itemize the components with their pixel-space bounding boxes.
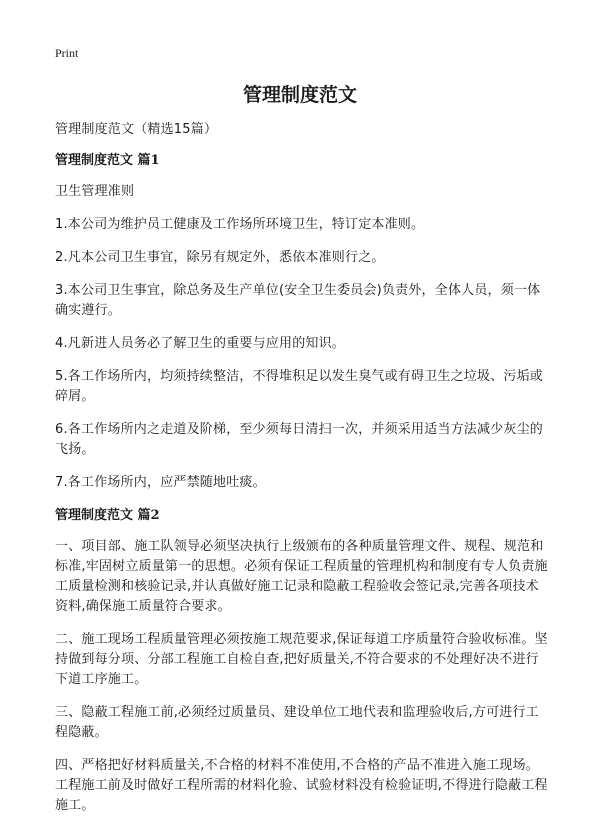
paragraph: 三、隐蔽工程施工前,必须经过质量员、建设单位工地代表和监理验收后,方可进行工程隐蔽。 (55, 705, 539, 740)
paragraph: 四、严格把好材料质量关,不合格的材料不准使用,不合格的产品不准进入施工现场。工程施工前及时做好工程所需的材料化验、试验材料没有检验证明,不得进行隐蔽工程施工。 (55, 758, 548, 813)
paragraph: 3.本公司卫生事宜，除总务及生产单位(安全卫生委员会)负责外，全体人员，须一体确实遵行。 (55, 283, 541, 318)
section-1 (55, 151, 550, 493)
page-title: 管理制度范文 (242, 84, 357, 106)
paragraph: 7.各工作场所内，应严禁随地吐痰。 (55, 475, 266, 490)
paragraph: 6.各工作场所内之走道及阶梯，至少须每日清扫一次，并须采用适当方法减少灰尘的飞扬。 (55, 422, 544, 457)
paragraph: 一、项目部、施工队领导必须坚决执行上级颁布的各种质量管理文件、规程、规范和标准,牢固树立质量第一的思想。必须有保证工程质量的管理机构和制度有专人负责施工质量检测和核验记录,并认真做好施工记录和隐蔽工程验收会签记录,完善各项技术资料,确保施工质量符合要求。 (55, 539, 548, 614)
paragraph: 二、施工现场工程质量管理必须按施工规范要求,保证每道工序质量符合验收标准。坚持做到每分项、分部工程施工自检自查,把好质量关,不符合要求的不处理好决不进行下道工序施工。 (55, 632, 548, 687)
paragraph: 1.本公司为维护员工健康及工作场所环境卫生，特订定本准则。 (55, 217, 425, 232)
section-heading: 管理制度范文 篇2 (55, 508, 160, 523)
section-subtitle: 卫生管理准则 (55, 184, 135, 199)
paragraph: 5.各工作场所内，均须持续整洁，不得堆积足以发生臭气或有碍卫生之垃圾、污垢或碎屑。 (55, 369, 544, 404)
paragraph: 2.凡本公司卫生事宜，除另有规定外，悉依本准则行之。 (55, 250, 385, 265)
article-intro: 管理制度范文（精选15篇） (55, 122, 218, 137)
print-link[interactable]: Print (55, 46, 79, 60)
paragraph: 4.凡新进人员务必了解卫生的重要与应用的知识。 (55, 336, 346, 351)
section-2 (55, 506, 550, 816)
section-heading: 管理制度范文 篇1 (55, 153, 160, 168)
article-body (55, 120, 550, 829)
